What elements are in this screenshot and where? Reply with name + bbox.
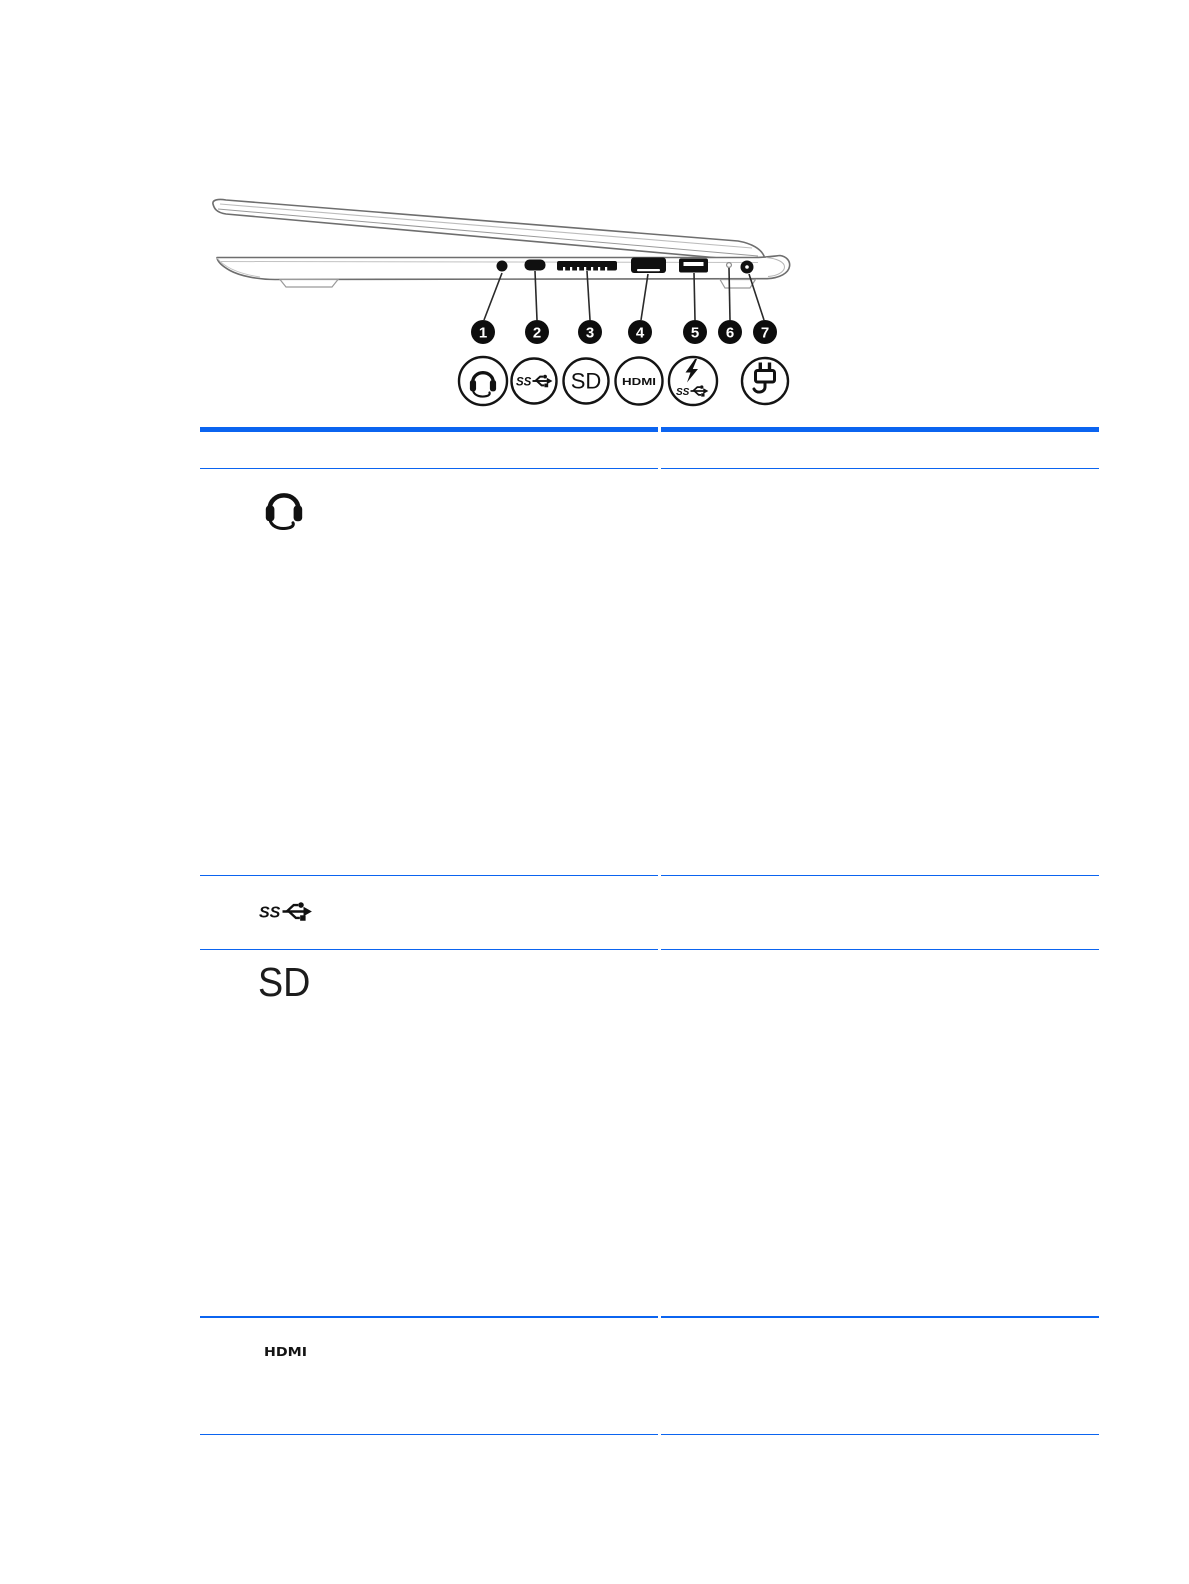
usb-superspeed-charging-icon <box>669 357 717 405</box>
usb-superspeed-icon <box>512 359 557 404</box>
callout-6 <box>718 320 742 344</box>
port-icon-circles <box>459 357 788 405</box>
laptop-figure <box>180 150 820 420</box>
table-rule <box>200 949 658 951</box>
table-rule <box>661 1316 1100 1318</box>
table-rule <box>661 949 1100 951</box>
power-connector-port <box>741 261 754 274</box>
svg-text:HDMI: HDMI <box>622 376 657 388</box>
callout-7 <box>753 320 777 344</box>
power-connector-icon <box>742 358 788 404</box>
usb-c-port <box>525 260 546 271</box>
sd-card-icon: SD <box>258 959 311 1005</box>
table-header-bar-right <box>661 427 1100 432</box>
table-rule <box>200 1434 658 1436</box>
svg-text:1: 1 <box>478 324 488 342</box>
svg-text:4: 4 <box>635 324 645 342</box>
svg-text:HDMI: HDMI <box>264 1345 307 1358</box>
callout-2 <box>525 320 549 344</box>
svg-text:5: 5 <box>690 324 700 342</box>
callout-4 <box>628 320 652 344</box>
table-rule <box>200 1316 658 1318</box>
table-rule <box>661 1434 1100 1436</box>
callout-badges <box>471 320 777 344</box>
sd-card-icon <box>564 359 609 404</box>
laptop-foot-right <box>720 280 756 289</box>
svg-text:SS: SS <box>516 376 532 389</box>
hdmi-icon <box>264 1345 310 1358</box>
svg-text:3: 3 <box>585 324 595 342</box>
callout-3 <box>578 320 602 344</box>
table-rule <box>200 875 658 877</box>
svg-text:SS: SS <box>259 904 281 922</box>
svg-text:2: 2 <box>532 324 542 342</box>
callout-5 <box>683 320 707 344</box>
hdmi-icon <box>616 358 663 405</box>
table-rule <box>200 468 658 470</box>
table-rule <box>661 468 1100 470</box>
svg-text:SD: SD <box>570 368 602 394</box>
usb-superspeed-icon <box>259 900 315 924</box>
hdmi-port-shape <box>631 258 666 274</box>
headset-icon <box>264 483 304 530</box>
svg-text:7: 7 <box>760 324 770 342</box>
laptop-lid <box>213 199 764 261</box>
table-rule <box>661 875 1100 877</box>
svg-text:6: 6 <box>725 324 735 342</box>
svg-text:SS: SS <box>676 387 690 398</box>
power-light-dot <box>727 263 732 268</box>
table-header-bar-left <box>200 427 658 432</box>
usb-a-port <box>679 259 708 273</box>
laptop-foot-left <box>280 280 338 288</box>
headset-icon <box>459 357 507 405</box>
callout-1 <box>471 320 495 344</box>
headset-jack-port <box>497 261 508 272</box>
sd-card-slot <box>557 261 617 271</box>
